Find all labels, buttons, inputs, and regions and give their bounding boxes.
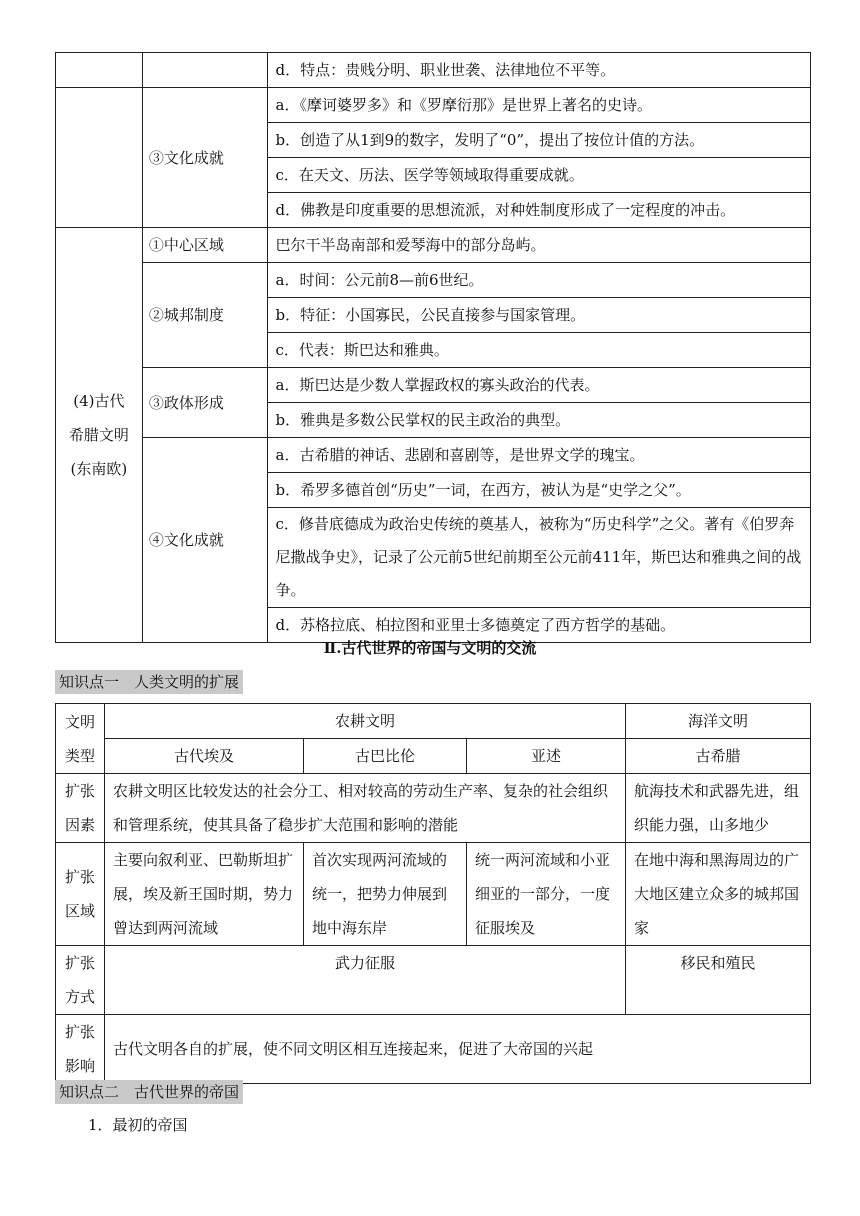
label-line: 扩张 xyxy=(64,1023,95,1041)
table-cell: b．雅典是多数公民掌权的民主政治的典型。 xyxy=(267,403,810,438)
expansion-table xyxy=(55,703,811,1084)
greece-label-line: (4)古代 xyxy=(73,392,125,410)
row-label: ③文化成就 xyxy=(142,88,267,228)
table-cell: d．特点：贵贱分明、职业世袭、法律地位不平等。 xyxy=(267,53,810,88)
table-cell: 农耕文明区比较发达的社会分工、相对较高的劳动生产率、复杂的社会组织和管理系统，使其具备了稳步扩大范围和影响的潜能 xyxy=(105,774,626,843)
table-cell: c．修昔底德成为政治史传统的奠基人，被称为“历史科学”之父。著有《伯罗奔尼撒战争史》，记录了公元前5世纪前期至公元前411年，斯巴达和雅典之间的战争。 xyxy=(267,508,810,608)
table-cell: 古代文明各自的扩展，使不同文明区相互连接起来，促进了大帝国的兴起 xyxy=(105,1015,811,1084)
table-cell: c．代表：斯巴达和雅典。 xyxy=(267,333,810,368)
table-cell: 首次实现两河流域的统一，把势力伸展到地中海东岸 xyxy=(304,843,467,946)
label-line: 扩张 xyxy=(64,782,95,800)
table-cell: 统一两河流域和小亚细亚的一部分，一度征服埃及 xyxy=(467,843,626,946)
row-label xyxy=(56,946,105,1015)
label-line: 区域 xyxy=(64,902,95,920)
table-cell: a．古希腊的神话、悲剧和喜剧等，是世界文学的瑰宝。 xyxy=(267,438,810,473)
table-cell: 移民和殖民 xyxy=(626,946,811,1015)
label-line: 扩张 xyxy=(64,868,95,886)
row-label xyxy=(56,843,105,946)
header-cell: 海洋文明 xyxy=(626,704,811,739)
table-cell: 航海技术和武器先进，组织能力强，山多地少 xyxy=(626,774,811,843)
label-line: 方式 xyxy=(64,988,95,1006)
table-cell: 在地中海和黑海周边的广大地区建立众多的城邦国家 xyxy=(626,843,811,946)
table-cell: a．时间：公元前8—前6世纪。 xyxy=(267,263,810,298)
row-label xyxy=(56,774,105,843)
table-cell: a．《摩诃婆罗多》和《罗摩衍那》是世界上著名的史诗。 xyxy=(267,88,810,123)
table-cell: a．斯巴达是少数人掌握政权的寡头政治的代表。 xyxy=(267,368,810,403)
label-line: 扩张 xyxy=(64,954,95,972)
table-cell: b．特征：小国寡民，公民直接参与国家管理。 xyxy=(267,298,810,333)
header-cell: 古代埃及 xyxy=(105,739,304,774)
row-label: ①中心区域 xyxy=(142,228,267,263)
label-line: 影响 xyxy=(64,1057,95,1075)
header-cell: 亚述 xyxy=(467,739,626,774)
row-label xyxy=(56,1015,105,1084)
subheading: 1．最初的帝国 xyxy=(88,1116,188,1134)
header-cell: 农耕文明 xyxy=(105,704,626,739)
table-cell: b．创造了从1到9的数字，发明了“0”，提出了按位计值的方法。 xyxy=(267,123,810,158)
civilization-table xyxy=(55,52,811,643)
table-cell: c．在天文、历法、医学等领域取得重要成就。 xyxy=(267,158,810,193)
label-line: 文明 xyxy=(64,712,95,731)
label-line: 类型 xyxy=(64,746,95,765)
table-cell: d．佛教是印度重要的思想流派，对种姓制度形成了一定程度的冲击。 xyxy=(267,193,810,228)
knowledge-point-heading: 知识点一 人类文明的扩展 xyxy=(55,670,243,694)
row-label: ②城邦制度 xyxy=(142,263,267,368)
table-cell: 武力征服 xyxy=(105,946,626,1015)
caste-label-cell xyxy=(142,53,267,88)
knowledge-point-heading: 知识点二 古代世界的帝国 xyxy=(55,1080,243,1104)
header-cell: 古希腊 xyxy=(626,739,811,774)
india-label-cell xyxy=(56,88,143,228)
table-cell: 主要向叙利亚、巴勒斯坦扩展，埃及新王国时期，势力曾达到两河流域 xyxy=(105,843,304,946)
label-line: 因素 xyxy=(64,816,95,834)
greece-label xyxy=(56,228,143,643)
section-title: Ⅱ.古代世界的帝国与文明的交流 xyxy=(323,639,537,657)
india-label-cell xyxy=(56,53,143,88)
table-cell: d．苏格拉底、柏拉图和亚里士多德奠定了西方哲学的基础。 xyxy=(267,608,810,643)
row-label: ③政体形成 xyxy=(142,368,267,438)
greece-label-line: (东南欧) xyxy=(70,460,128,478)
table-cell: 巴尔干半岛南部和爱琴海中的部分岛屿。 xyxy=(267,228,810,263)
greece-label-line: 希腊文明 xyxy=(68,426,129,444)
table-cell: b．希罗多德首创“历史”一词，在西方，被认为是“史学之父”。 xyxy=(267,473,810,508)
row-label: ④文化成就 xyxy=(142,438,267,643)
row-label xyxy=(56,704,105,774)
header-cell: 古巴比伦 xyxy=(304,739,467,774)
